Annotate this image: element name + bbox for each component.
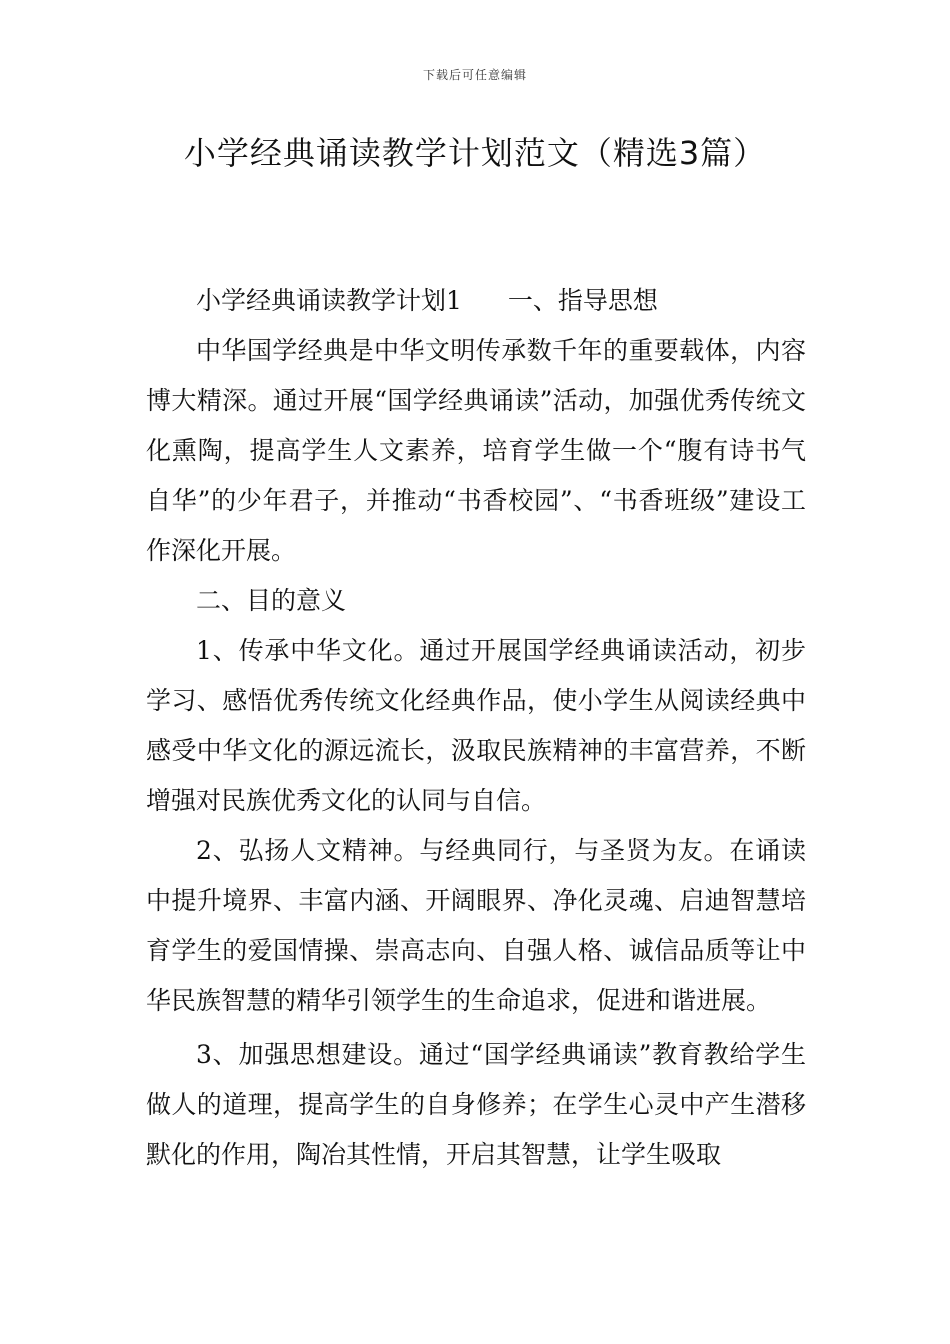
section-heading-purpose: 二、目的意义 — [196, 586, 347, 615]
header-note: 下载后可任意编辑 — [422, 68, 527, 82]
paragraph-point-1: 1、传承中华文化。通过开展国学经典诵读活动，初步学习、感悟优秀传统文化经典作品，使小学生从阅读经典中感受中华文化的源远流长，汲取民族精神的丰富营养，不断增强对民族优秀文化的认同与自信。 — [146, 636, 806, 815]
paragraph-point-3: 3、加强思想建设。通过“国学经典诵读”教育教给学生做人的道理，提高学生的自身修养；在学生心灵中产生潜移默化的作用，陶冶其性情，开启其智慧，让学生吸取 — [146, 1040, 806, 1169]
section-heading-guiding-ideology: 一、指导思想 — [507, 286, 658, 315]
paragraph-guiding-ideology: 中华国学经典是中华文明传承数千年的重要载体，内容博大精深。通过开展“国学经典诵读”活动，加强优秀传统文化熏陶，提高学生人文素养，培育学生做一个“腹有诗书气自华”的少年君子，并推动“书香校园”、“书香班级”建设工作深化开展。 — [146, 336, 806, 565]
paragraph-point-2: 2、弘扬人文精神。与经典同行，与圣贤为友。在诵读中提升境界、丰富内涵、开阔眼界、净化灵魂、启迪智慧培育学生的爱国情操、崇高志向、自强人格、诚信品质等让中华民族智慧的精华引领学生的生命追求，促进和谐进展。 — [146, 836, 806, 1015]
document-body — [146, 276, 806, 1180]
document-title: 小学经典诵读教学计划范文（精选3篇） — [183, 134, 767, 172]
plan-label: 小学经典诵读教学计划1 — [196, 286, 462, 315]
section-intro-line — [146, 276, 806, 326]
